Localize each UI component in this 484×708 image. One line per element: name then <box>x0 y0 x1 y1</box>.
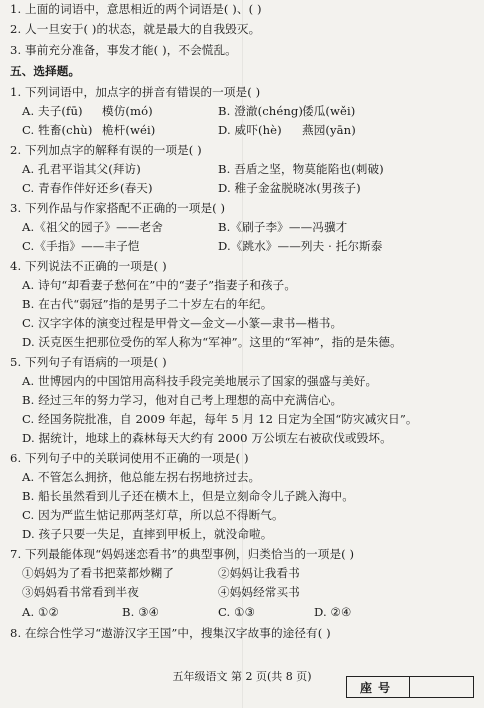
seat-number-label: 座号 <box>347 677 410 697</box>
q5-option-d: D. 据统计，地球上的森林每天大约有 2000 万公顷左右被砍伐或毁坏。 <box>22 431 392 445</box>
q7-item-2: ②妈妈让我看书 <box>218 566 300 580</box>
q2-option-d: D. 稚子金盆脱晓冰(男孩子) <box>218 181 361 195</box>
choice-question-3: 3. 下列作品与作家搭配不正确的一项是( ) <box>10 201 226 215</box>
q1-option-d-word2: 燕园(yān) <box>302 123 356 137</box>
section-heading-choice: 五、选择题。 <box>10 64 81 78</box>
q1-option-c-word2: 桅杆(wéi) <box>102 123 156 137</box>
q6-option-c: C. 因为严监生惦记那两茎灯草，所以总不得断气。 <box>22 508 284 522</box>
choice-question-4: 4. 下列说法不正确的一项是( ) <box>10 259 167 273</box>
q5-option-a: A. 世博园内的中国馆用高科技手段完美地展示了国家的强盛与美好。 <box>22 374 378 388</box>
q3-option-d: D.《跳水》——列夫 · 托尔斯泰 <box>218 239 383 253</box>
q5-option-b: B. 经过三年的努力学习，他对自己考上理想的高中充满信心。 <box>22 393 343 407</box>
fill-question-2: 2. 人一旦安于( )的状态，就是最大的自我毁灭。 <box>10 22 261 36</box>
q7-option-b: B. ③④ <box>122 605 160 619</box>
q3-option-a: A.《祖父的园子》——老舍 <box>22 220 163 234</box>
choice-question-1: 1. 下列词语中，加点字的拼音有错误的一项是( ) <box>10 85 261 99</box>
q4-option-a: A. 诗句“却看妻子愁何在”中的“妻子”指妻子和孩子。 <box>22 278 297 292</box>
q1-option-b: B. 澄澈(chéng) <box>218 104 304 118</box>
q4-option-d: D. 沃克医生把那位受伤的军人称为“军神”。这里的“军神”，指的是朱德。 <box>22 335 402 349</box>
page-footer: 五年级语文 第 2 页(共 8 页) <box>172 670 312 683</box>
q6-option-b: B. 船长虽然看到儿子还在横木上，但是立刻命令儿子跳入海中。 <box>22 489 354 503</box>
q1-option-a: A. 夫子(fū) <box>22 104 83 118</box>
q7-option-c: C. ①③ <box>218 605 256 619</box>
q2-option-a: A. 孔君平诣其父(拜访) <box>22 162 141 176</box>
fill-question-1: 1. 上面的词语中，意思相近的两个词语是( )、( ) <box>10 2 262 16</box>
q7-option-a: A. ①② <box>22 605 60 619</box>
q7-item-3: ③妈妈看书常看到半夜 <box>22 585 139 599</box>
seat-number-box <box>346 676 474 698</box>
q3-option-b: B.《刷子李》——冯骥才 <box>218 220 348 234</box>
choice-question-2: 2. 下列加点字的解释有误的一项是( ) <box>10 143 202 157</box>
q7-item-4: ④妈妈经常买书 <box>218 585 300 599</box>
seat-number-field[interactable] <box>410 677 473 697</box>
q4-option-c: C. 汉字字体的演变过程是甲骨文—金文—小篆—隶书—楷书。 <box>22 316 343 330</box>
choice-question-5: 5. 下列句子有语病的一项是( ) <box>10 355 167 369</box>
q2-option-b: B. 吾盾之坚，物莫能陷也(刺破) <box>218 162 384 176</box>
q7-item-1: ①妈妈为了看书把菜都炒糊了 <box>22 566 175 580</box>
q3-option-c: C.《手指》——丰子恺 <box>22 239 140 253</box>
q4-option-b: B. 在古代“弱冠”指的是男子二十岁左右的年纪。 <box>22 297 273 311</box>
q1-option-d: D. 威吓(hè) <box>218 123 282 137</box>
q1-option-c: C. 牲畜(chù) <box>22 123 93 137</box>
q7-option-d: D. ②④ <box>314 605 352 619</box>
q6-option-d: D. 孩子只要一失足，直摔到甲板上，就没命啦。 <box>22 527 273 541</box>
q6-option-a: A. 不管怎么拥挤，他总能左拐右拐地挤过去。 <box>22 470 261 484</box>
choice-question-8: 8. 在综合性学习“遨游汉字王国”中，搜集汉字故事的途径有( ) <box>10 626 331 640</box>
q1-option-a-word2: 模仿(mó) <box>102 104 153 118</box>
q1-option-b-word2: 倭瓜(wěi) <box>302 104 356 118</box>
q5-option-c: C. 经国务院批准，自 2009 年起，每年 5 月 12 日定为全国“防灾减灾日”。 <box>22 412 418 426</box>
fill-question-3: 3. 事前充分准备，事发才能( )，不会慌乱。 <box>10 43 237 57</box>
choice-question-6: 6. 下列句子中的关联词使用不正确的一项是( ) <box>10 451 249 465</box>
choice-question-7: 7. 下列最能体现“妈妈迷恋看书”的典型事例，归类恰当的一项是( ) <box>10 547 355 561</box>
q2-option-c: C. 青春作伴好还乡(春天) <box>22 181 153 195</box>
